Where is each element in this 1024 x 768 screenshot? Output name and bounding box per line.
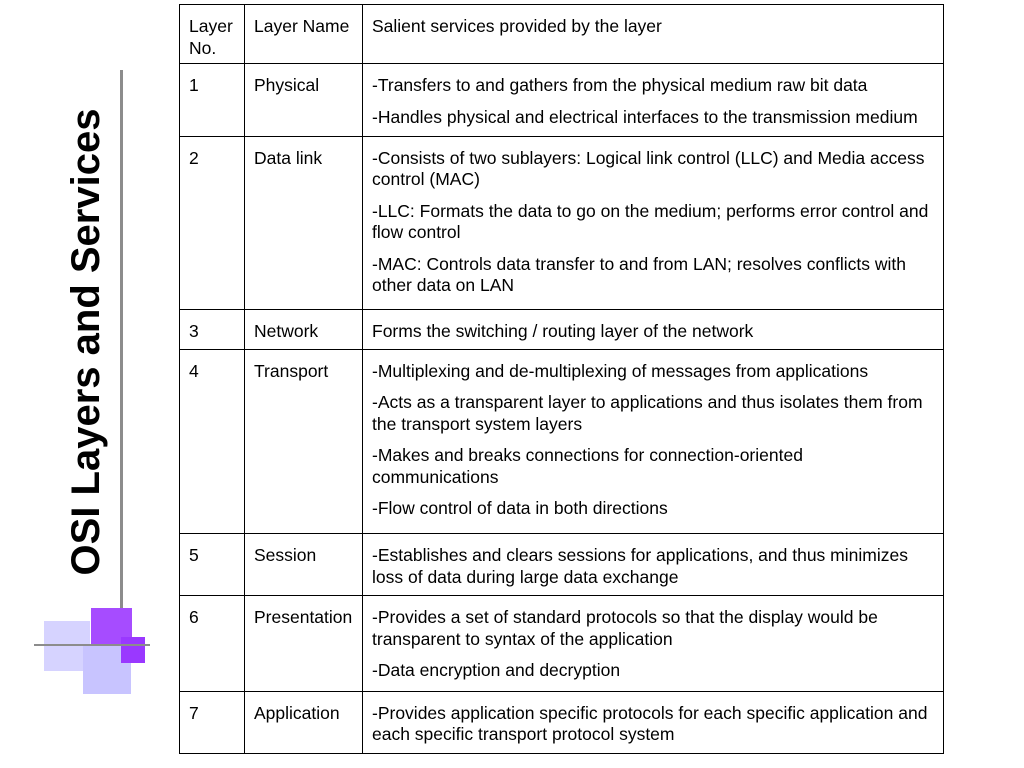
header-layer-no: Layer No. [180, 5, 245, 64]
layer-services [363, 64, 944, 137]
service-item: Forms the switching / routing layer of the network [372, 321, 754, 342]
table-body [180, 64, 944, 754]
layer-number: 5 [180, 534, 245, 596]
decorative-square [121, 637, 145, 663]
layer-name: Physical [245, 64, 363, 137]
layer-number: 3 [180, 310, 245, 350]
layer-name: Transport [245, 349, 363, 533]
layer-name: Session [245, 534, 363, 596]
layer-services [363, 349, 944, 533]
service-item: -Flow control of data in both directions [372, 498, 668, 519]
decorative-horizontal-line [34, 644, 150, 646]
table-row [180, 596, 944, 691]
header-services: Salient services provided by the layer [363, 5, 944, 64]
service-item: -Consists of two sublayers: Logical link control (LLC) and Media access control (MAC) [372, 147, 925, 190]
layer-name: Application [245, 691, 363, 753]
layer-name: Presentation [245, 596, 363, 691]
layer-services [363, 691, 944, 753]
layer-name: Network [245, 310, 363, 350]
layer-number: 6 [180, 596, 245, 691]
service-item: -Data encryption and decryption [372, 660, 621, 681]
layer-number: 1 [180, 64, 245, 137]
osi-layers-table [179, 4, 944, 754]
service-item: -MAC: Controls data transfer to and from LAN; resolves conflicts with other data on LAN [372, 253, 906, 296]
service-item: -Multiplexing and de-multiplexing of messages from applications [372, 360, 869, 381]
table-row [180, 64, 944, 137]
service-item: -Acts as a transparent layer to applications and thus isolates them from the transport system layers [372, 392, 923, 434]
layer-services [363, 310, 944, 350]
table-row [180, 349, 944, 533]
service-item: -Establishes and clears sessions for applications, and thus minimizes loss of data during large data exchange [372, 545, 908, 587]
layer-services [363, 596, 944, 691]
service-item: -Provides a set of standard protocols so that the display would be transparent to syntax of the application [372, 607, 878, 649]
service-item: -Transfers to and gathers from the physical medium raw bit data [372, 75, 868, 95]
table-row [180, 691, 944, 753]
table-header-row [180, 5, 944, 64]
service-item: -Makes and breaks connections for connection-oriented communications [372, 445, 803, 487]
slide-title: OSI Layers and Services [64, 108, 108, 576]
decorative-vertical-line [120, 70, 123, 668]
service-item: -LLC: Formats the data to go on the medium; performs error control and flow control [372, 200, 929, 243]
table-row [180, 136, 944, 310]
header-layer-name: Layer Name [245, 5, 363, 64]
layer-services [363, 136, 944, 310]
layer-number: 4 [180, 349, 245, 533]
table-row [180, 310, 944, 350]
service-item: -Provides application specific protocols for each specific application and each specific transport protocol system [372, 702, 928, 745]
layer-number: 2 [180, 136, 245, 310]
table-row [180, 534, 944, 596]
service-item: -Handles physical and electrical interfaces to the transmission medium [372, 106, 918, 127]
layer-name: Data link [245, 136, 363, 310]
layer-services [363, 534, 944, 596]
layer-number: 7 [180, 691, 245, 753]
